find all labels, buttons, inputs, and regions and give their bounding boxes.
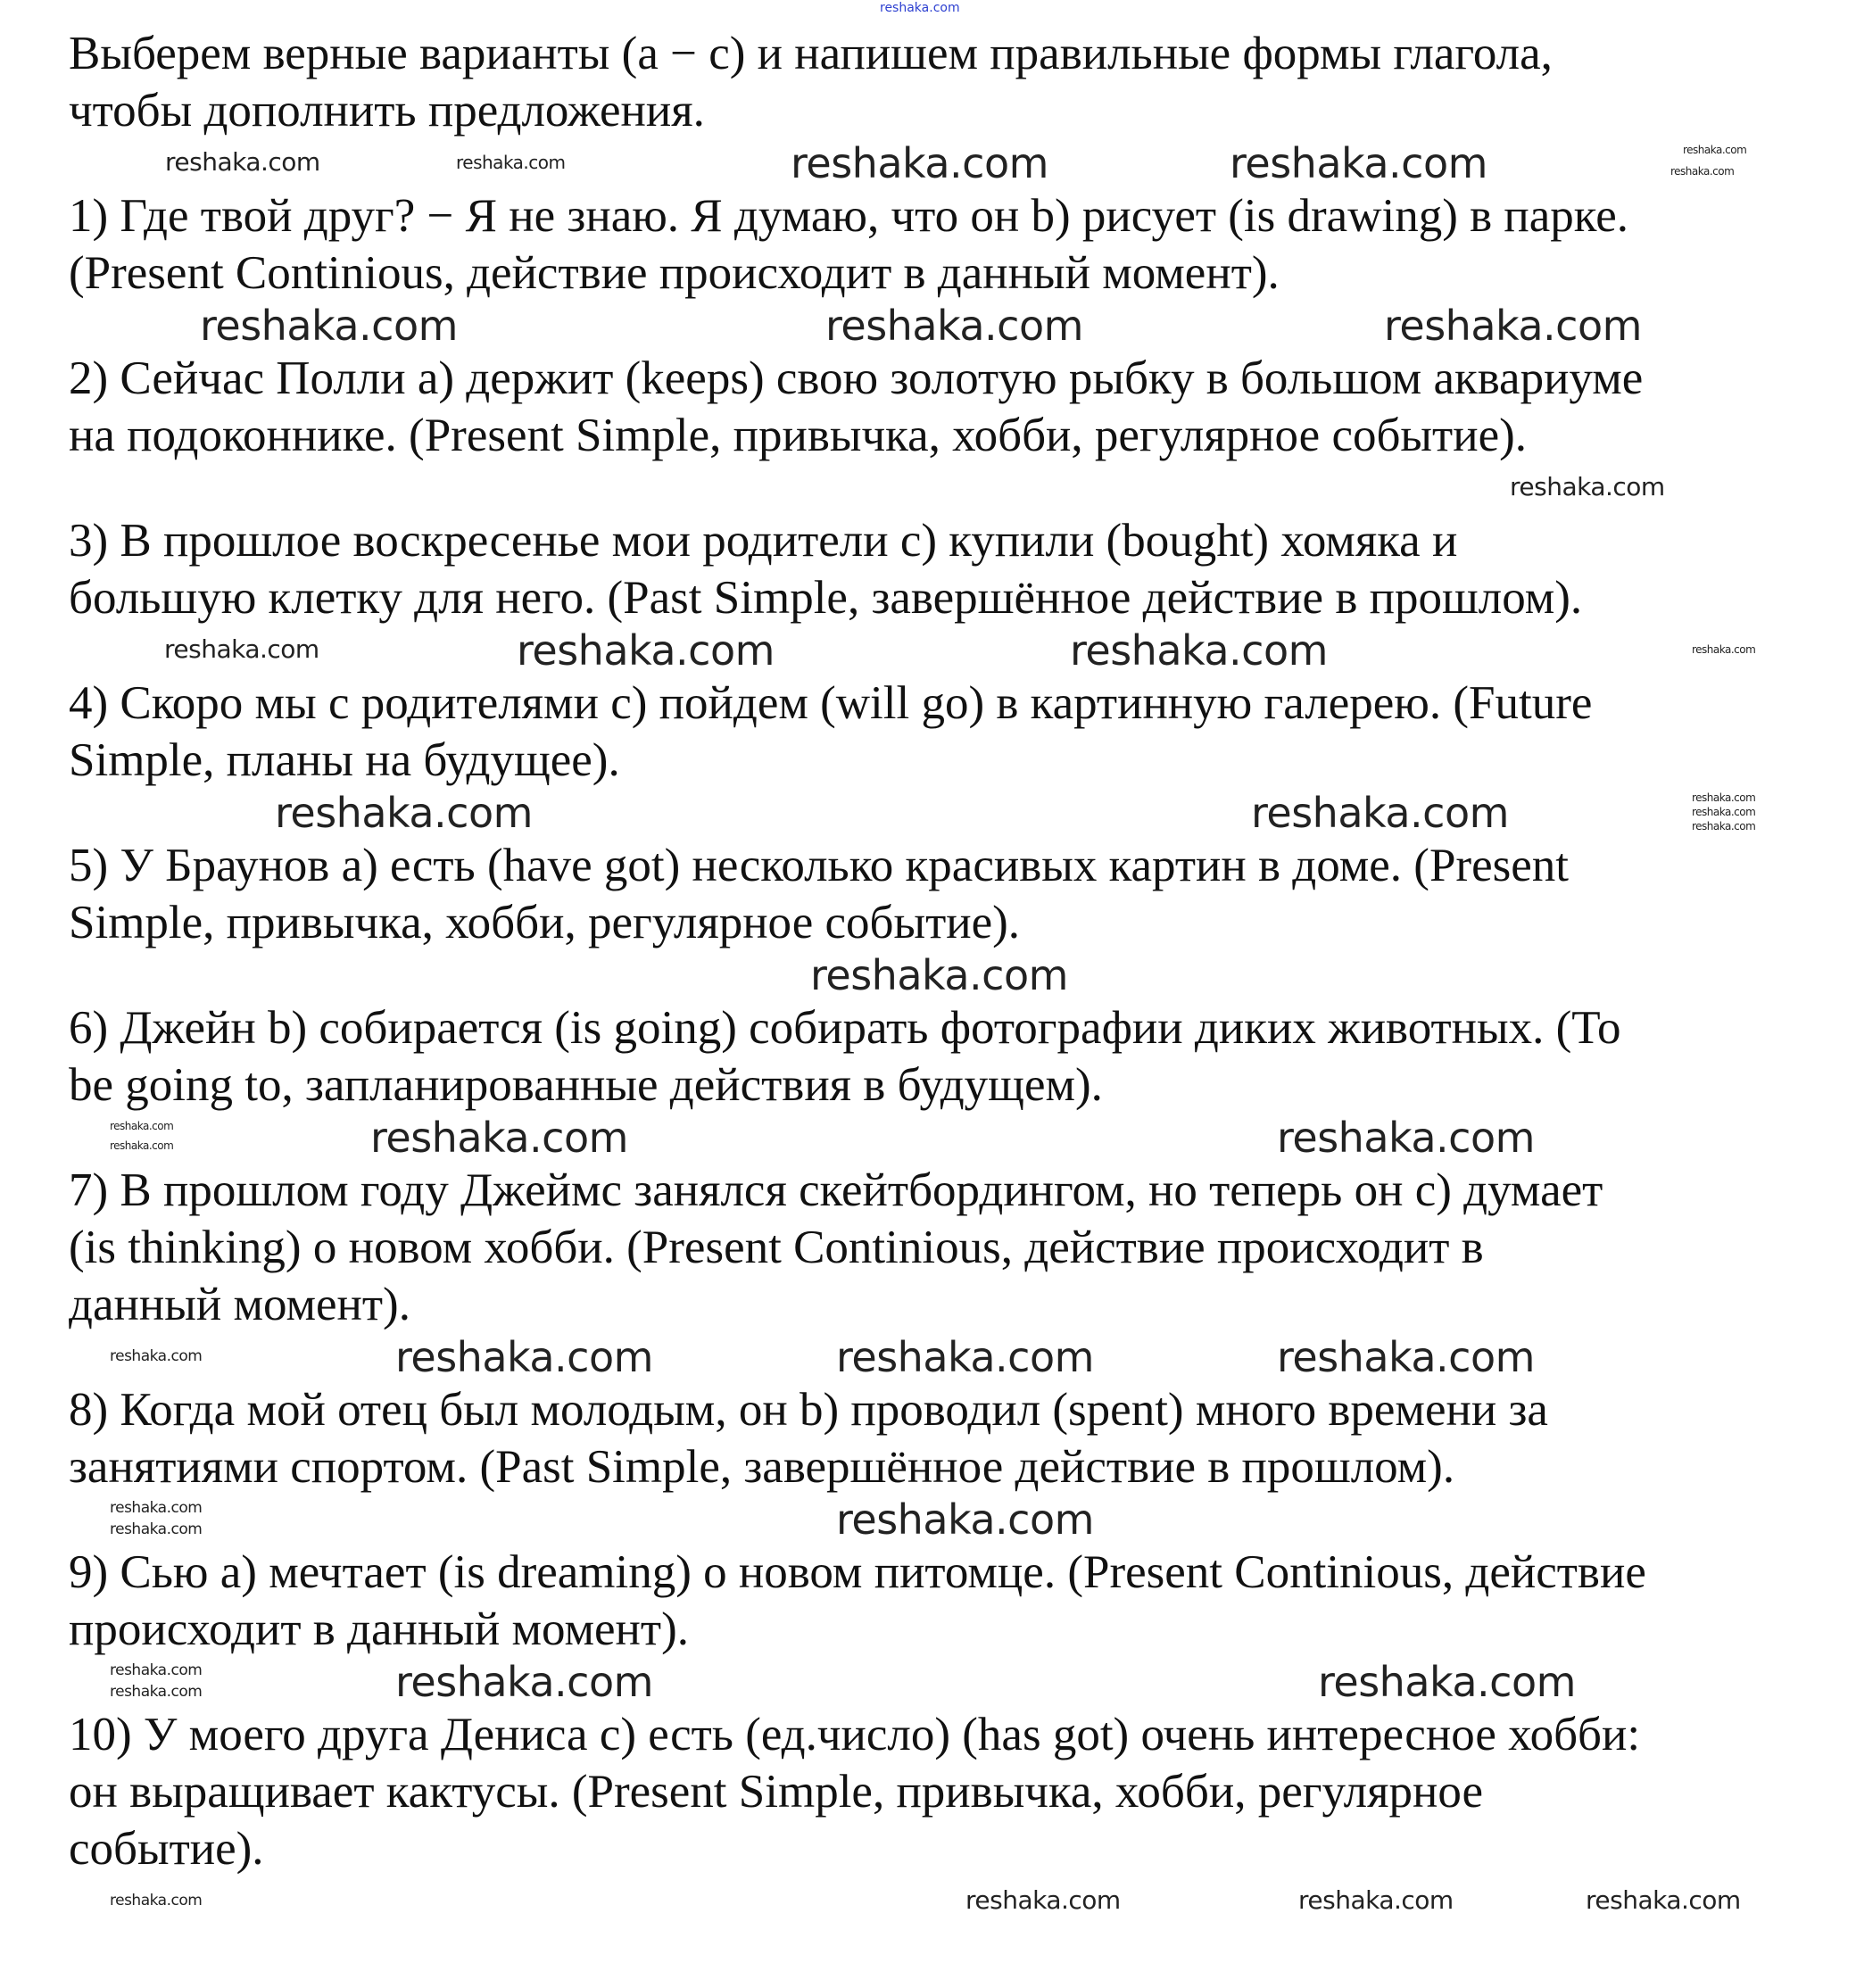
answer-paragraph-10 [69, 1706, 1844, 1877]
watermark-row [0, 1495, 1856, 1544]
watermark: reshaka.com [1277, 1114, 1535, 1162]
watermark-row [0, 951, 1856, 999]
watermark: reshaka.com [1318, 1658, 1576, 1706]
watermark: reshaka.com [1070, 626, 1328, 675]
watermark: reshaka.com [1586, 1885, 1741, 1915]
watermark: reshaka.com [110, 1520, 203, 1538]
watermark: reshaka.com [110, 1661, 203, 1679]
header-watermark: reshaka.com [880, 1, 960, 15]
answer-paragraph-2 [69, 350, 1844, 464]
watermark: reshaka.com [1692, 791, 1756, 804]
text-line: 8) Когда мой отец был молодым, он b) проводил (spent) много времени за [69, 1384, 1548, 1436]
document-body [69, 25, 1844, 1926]
text-line: (is thinking) о новом хобби. (Present Continious, действие происходит в [69, 1222, 1484, 1273]
text-line: 6) Джейн b) собирается (is going) собирать фотографии диких животных. (To [69, 1002, 1621, 1054]
text-line: 3) В прошлое воскресенье мои родители c) купили (bought) хомяка и [69, 515, 1458, 567]
watermark: reshaka.com [395, 1658, 653, 1706]
text-line: большую клетку для него. (Past Simple, завершённое действие в прошлом). [69, 572, 1583, 624]
watermark-row [0, 1877, 1856, 1926]
watermark: reshaka.com [1692, 820, 1756, 832]
watermark: reshaka.com [517, 626, 775, 675]
text-line: чтобы дополнить предложения. [69, 85, 705, 137]
watermark: reshaka.com [370, 1114, 628, 1162]
watermark: reshaka.com [1683, 144, 1747, 156]
text-line: 5) У Браунов a) есть (have got) несколько красивых картин в доме. (Present [69, 840, 1569, 891]
answer-paragraph-4 [69, 675, 1844, 789]
text-line: он выращивает кактусы. (Present Simple, привычка, хобби, регулярное [69, 1766, 1484, 1818]
text-line: 4) Скоро мы с родителями c) пойдем (will go) в картинную галерею. (Future [69, 677, 1593, 729]
watermark: reshaka.com [110, 1120, 174, 1132]
answer-paragraph-8 [69, 1381, 1844, 1495]
watermark: reshaka.com [965, 1885, 1121, 1915]
watermark: reshaka.com [1298, 1885, 1454, 1915]
text-line: занятиями спортом. (Past Simple, завершённое действие в прошлом). [69, 1441, 1455, 1493]
text-line: данный момент). [69, 1279, 410, 1330]
text-line: 9) Сью a) мечтает (is dreaming) о новом питомце. (Present Continious, действие [69, 1546, 1646, 1598]
watermark: reshaka.com [825, 302, 1083, 350]
watermark: reshaka.com [1692, 643, 1756, 656]
watermark: reshaka.com [836, 1495, 1094, 1544]
watermark: reshaka.com [1692, 806, 1756, 818]
watermark-row [0, 626, 1856, 675]
watermark-row [0, 1658, 1856, 1706]
watermark-row [0, 1114, 1856, 1162]
watermark-row [0, 1333, 1856, 1381]
text-line: происходит в данный момент). [69, 1603, 689, 1655]
text-line: на подоконнике. (Present Simple, привычка, хобби, регулярное событие). [69, 410, 1527, 461]
watermark: reshaka.com [200, 302, 458, 350]
text-line: Выберем верные варианты (a − c) и напишем правильные формы глагола, [69, 28, 1553, 79]
watermark: reshaka.com [395, 1333, 653, 1381]
watermark: reshaka.com [110, 1139, 174, 1152]
intro-paragraph [69, 25, 1844, 139]
watermark: reshaka.com [1384, 302, 1642, 350]
text-line: 7) В прошлом году Джеймс занялся скейтбордингом, но теперь он c) думает [69, 1164, 1603, 1216]
watermark: reshaka.com [110, 1683, 203, 1701]
watermark-row [0, 464, 1856, 512]
text-line: 2) Сейчас Полли a) держит (keeps) свою золотую рыбку в большом аквариуме [69, 352, 1644, 404]
watermark: reshaka.com [275, 789, 533, 837]
text-line: Simple, планы на будущее). [69, 734, 620, 786]
watermark: reshaka.com [1510, 472, 1665, 501]
answer-paragraph-9 [69, 1544, 1844, 1658]
text-line: событие). [69, 1823, 264, 1875]
watermark: reshaka.com [456, 152, 566, 173]
answer-paragraph-6 [69, 999, 1844, 1114]
watermark-row [0, 139, 1856, 187]
watermark: reshaka.com [1277, 1333, 1535, 1381]
watermark-row [0, 302, 1856, 350]
answer-paragraph-1 [69, 187, 1844, 302]
watermark: reshaka.com [791, 139, 1048, 187]
watermark: reshaka.com [1251, 789, 1509, 837]
watermark: reshaka.com [1670, 165, 1735, 178]
watermark: reshaka.com [836, 1333, 1094, 1381]
text-line: (Present Continious, действие происходит в данный момент). [69, 247, 1280, 299]
answer-paragraph-3 [69, 512, 1844, 626]
text-line: 1) Где твой друг? − Я не знаю. Я думаю, что он b) рисует (is drawing) в парке. [69, 190, 1628, 242]
answer-paragraph-5 [69, 837, 1844, 951]
text-line: be going to, запланированные действия в будущем). [69, 1059, 1103, 1111]
answer-paragraph-7 [69, 1162, 1844, 1333]
watermark: reshaka.com [110, 1892, 203, 1909]
watermark: reshaka.com [1230, 139, 1487, 187]
watermark-row [0, 789, 1856, 837]
watermark: reshaka.com [110, 1499, 203, 1517]
watermark: reshaka.com [110, 1347, 203, 1365]
text-line: 10) У моего друга Дениса c) есть (ед.число) (has got) очень интересное хобби: [69, 1709, 1641, 1760]
text-line: Simple, привычка, хобби, регулярное событие). [69, 897, 1021, 948]
watermark: reshaka.com [810, 951, 1068, 999]
watermark: reshaka.com [164, 634, 319, 664]
watermark: reshaka.com [165, 147, 320, 177]
